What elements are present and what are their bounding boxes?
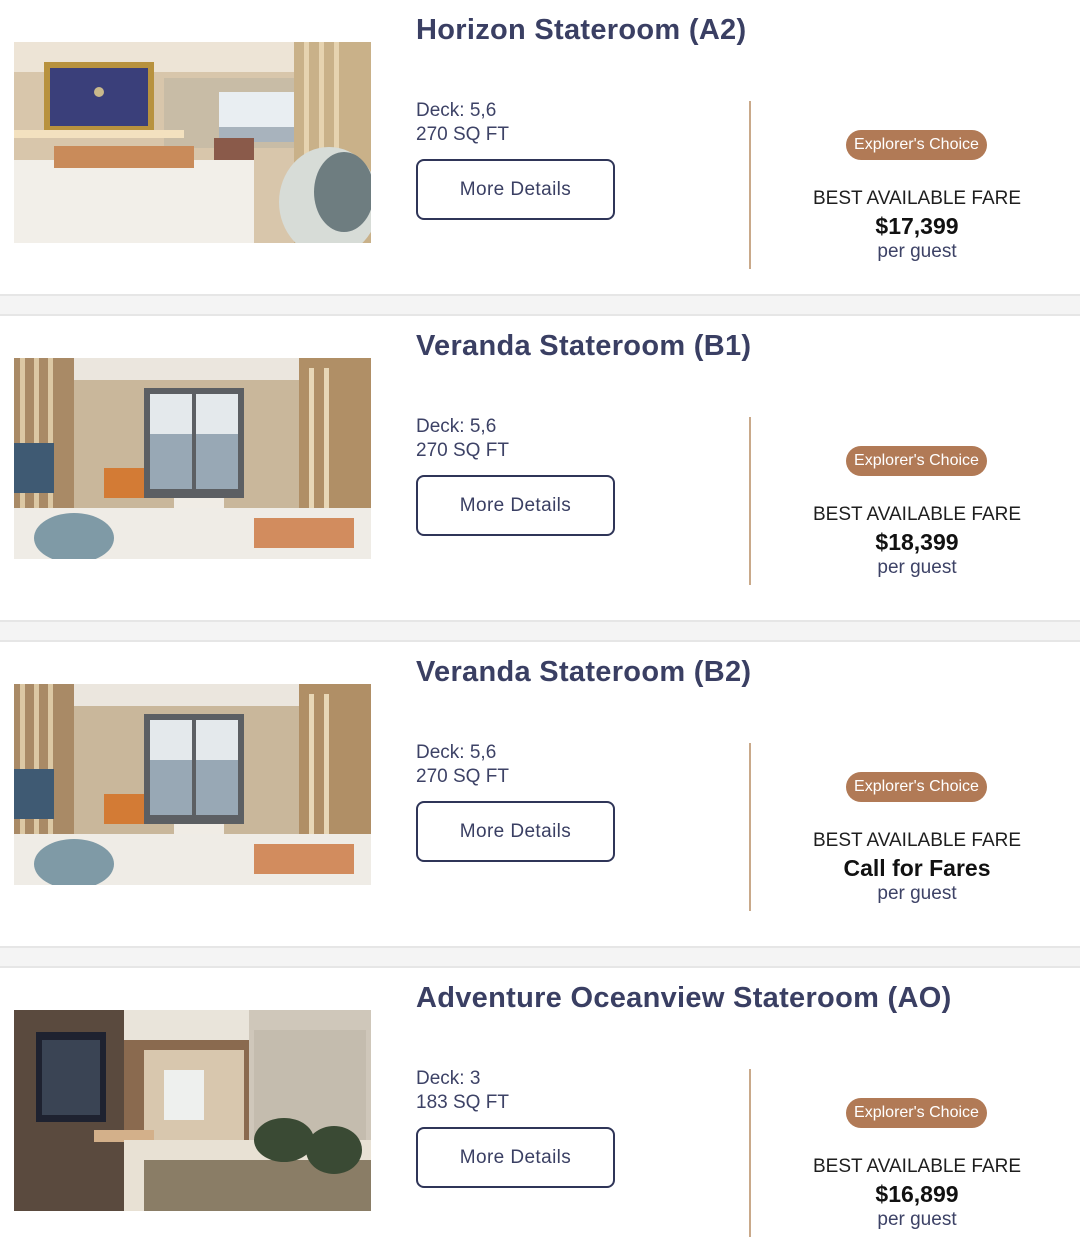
fare-price: $18,399 — [875, 529, 959, 555]
stateroom-photo-b2 — [14, 684, 371, 885]
stateroom-photo-a2 — [14, 42, 371, 243]
veranda-room-photo[interactable] — [14, 684, 371, 885]
stateroom-title: Veranda Stateroom (B1) — [416, 330, 752, 362]
fare-divider — [749, 1069, 751, 1237]
stateroom-deck: Deck: 5,6 — [416, 742, 497, 763]
fare-per-guest: per guest — [877, 883, 957, 904]
stateroom-photo-ao — [14, 1010, 371, 1211]
stateroom-size: 183 SQ FT — [416, 1092, 509, 1113]
stateroom-deck: Deck: 5,6 — [416, 100, 497, 121]
card-separator — [0, 294, 1080, 316]
card-separator — [0, 620, 1080, 642]
stateroom-card — [0, 968, 1080, 1259]
stateroom-title: Adventure Oceanview Stateroom (AO) — [416, 982, 952, 1014]
stateroom-title: Horizon Stateroom (A2) — [416, 14, 747, 46]
more-details-button[interactable]: More Details — [416, 1127, 615, 1188]
bed-tv-window-photo[interactable] — [14, 42, 371, 243]
stateroom-deck: Deck: 5,6 — [416, 416, 497, 437]
fare-divider — [749, 417, 751, 585]
veranda-room-photo[interactable] — [14, 358, 371, 559]
more-details-button[interactable]: More Details — [416, 801, 615, 862]
stateroom-card — [0, 0, 1080, 294]
explorers-choice-badge: Explorer's Choice — [846, 772, 987, 802]
fare-divider — [749, 101, 751, 269]
stateroom-size: 270 SQ FT — [416, 440, 509, 461]
explorers-choice-badge: Explorer's Choice — [846, 446, 987, 476]
card-separator — [0, 946, 1080, 968]
fare-price: $16,899 — [875, 1181, 959, 1207]
stateroom-size: 270 SQ FT — [416, 766, 509, 787]
fare-label: BEST AVAILABLE FARE — [812, 830, 1022, 851]
fare-label: BEST AVAILABLE FARE — [812, 188, 1022, 209]
fare-per-guest: per guest — [877, 241, 957, 262]
explorers-choice-badge: Explorer's Choice — [846, 130, 987, 160]
explorers-choice-badge: Explorer's Choice — [846, 1098, 987, 1128]
stateroom-deck: Deck: 3 — [416, 1068, 481, 1089]
more-details-button[interactable]: More Details — [416, 475, 615, 536]
fare-price: $17,399 — [875, 213, 959, 239]
fare-label: BEST AVAILABLE FARE — [812, 504, 1022, 525]
stateroom-card — [0, 316, 1080, 610]
oceanview-room-photo[interactable] — [14, 1010, 371, 1211]
fare-divider — [749, 743, 751, 911]
more-details-button[interactable]: More Details — [416, 159, 615, 220]
stateroom-title: Veranda Stateroom (B2) — [416, 656, 752, 688]
stateroom-size: 270 SQ FT — [416, 124, 509, 145]
fare-per-guest: per guest — [877, 557, 957, 578]
fare-per-guest: per guest — [877, 1209, 957, 1230]
fare-label: BEST AVAILABLE FARE — [812, 1156, 1022, 1177]
stateroom-photo-b1 — [14, 358, 371, 559]
fare-price: Call for Fares — [843, 855, 991, 881]
stateroom-card — [0, 642, 1080, 936]
